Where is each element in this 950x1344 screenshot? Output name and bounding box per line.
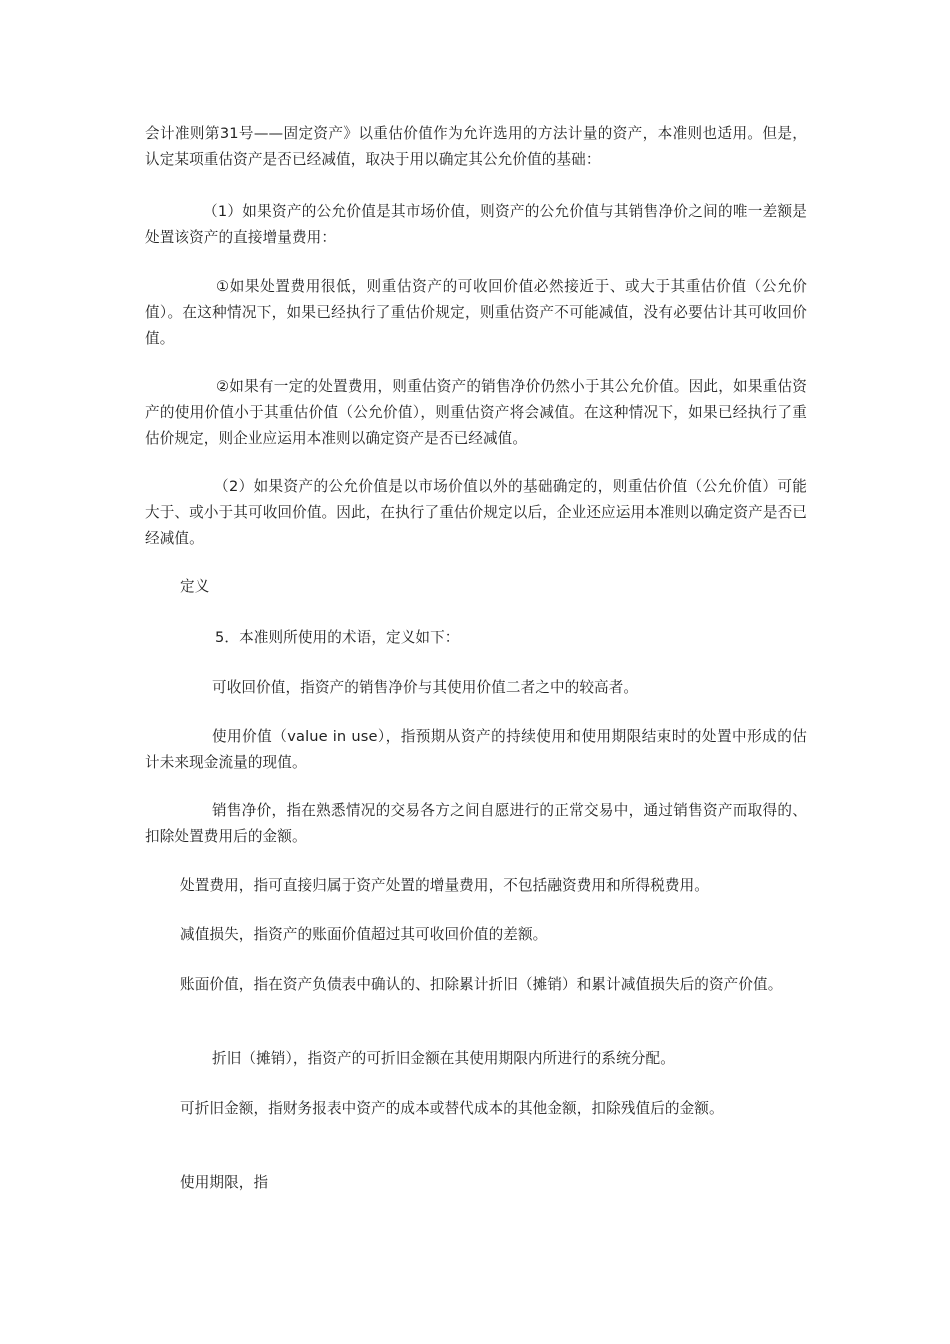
definition-impairment-loss: 减值损失，指资产的账面价值超过其可收回价值的差额。 <box>180 926 548 943</box>
paragraph-market-value-basis: （1）如果资产的公允价值是其市场价值，则资产的公允价值与其销售净价之间的唯一差额是处置该资产的直接增量费用： <box>145 203 807 246</box>
definition-useful-life: 使用期限，指 <box>180 1174 269 1191</box>
paragraph-low-disposal-cost: ①如果处置费用很低，则重估资产的可收回价值必然接近于、或大于其重估价值（公允价值）。在这种情况下，如果已经执行了重估价规定，则重估资产不可能减值，没有必要估计其可收回价值。 <box>145 278 807 347</box>
definition-recoverable-amount: 可收回价值，指资产的销售净价与其使用价值二者之中的较高者。 <box>212 679 639 696</box>
definition-net-selling-price: 销售净价，指在熟悉情况的交易各方之间自愿进行的正常交易中，通过销售资产而取得的、扣除处置费用后的金额。 <box>145 802 807 845</box>
paragraph-terms-intro: 5．本准则所使用的术语，定义如下： <box>215 629 460 646</box>
paragraph-revalued-assets-scope: 会计准则第31号——固定资产》以重估价值作为允许选用的方法计量的资产，本准则也适用。但是，认定某项重估资产是否已经减值，取决于用以确定其公允价值的基础： <box>145 125 807 168</box>
definition-value-in-use: 使用价值（value in use），指预期从资产的持续使用和使用期限结束时的处置中形成的估计未来现金流量的现值。 <box>145 728 807 771</box>
definition-disposal-costs: 处置费用，指可直接归属于资产处置的增量费用，不包括融资费用和所得税费用。 <box>180 877 709 894</box>
definition-depreciable-amount: 可折旧金额，指财务报表中资产的成本或替代成本的其他金额，扣除残值后的金额。 <box>180 1100 724 1117</box>
paragraph-non-market-basis: （2）如果资产的公允价值是以市场价值以外的基础确定的，则重估价值（公允价值）可能大于、或小于其可收回价值。因此，在执行了重估价规定以后，企业还应运用本准则以确定资产是否已经减值。 <box>145 478 807 547</box>
definition-carrying-amount: 账面价值，指在资产负债表中确认的、扣除累计折旧（摊销）和累计减值损失后的资产价值。 <box>180 976 783 993</box>
definition-depreciation: 折旧（摊销），指资产的可折旧金额在其使用期限内所进行的系统分配。 <box>212 1050 675 1067</box>
section-heading-definitions: 定义 <box>180 578 210 595</box>
paragraph-significant-disposal-cost: ②如果有一定的处置费用，则重估资产的销售净价仍然小于其公允价值。因此，如果重估资产的使用价值小于其重估价值（公允价值），则重估资产将会减值。在这种情况下，如果已经执行了重估价规定，则企业应运用本准则以确定资产是否已经减值。 <box>145 378 807 447</box>
